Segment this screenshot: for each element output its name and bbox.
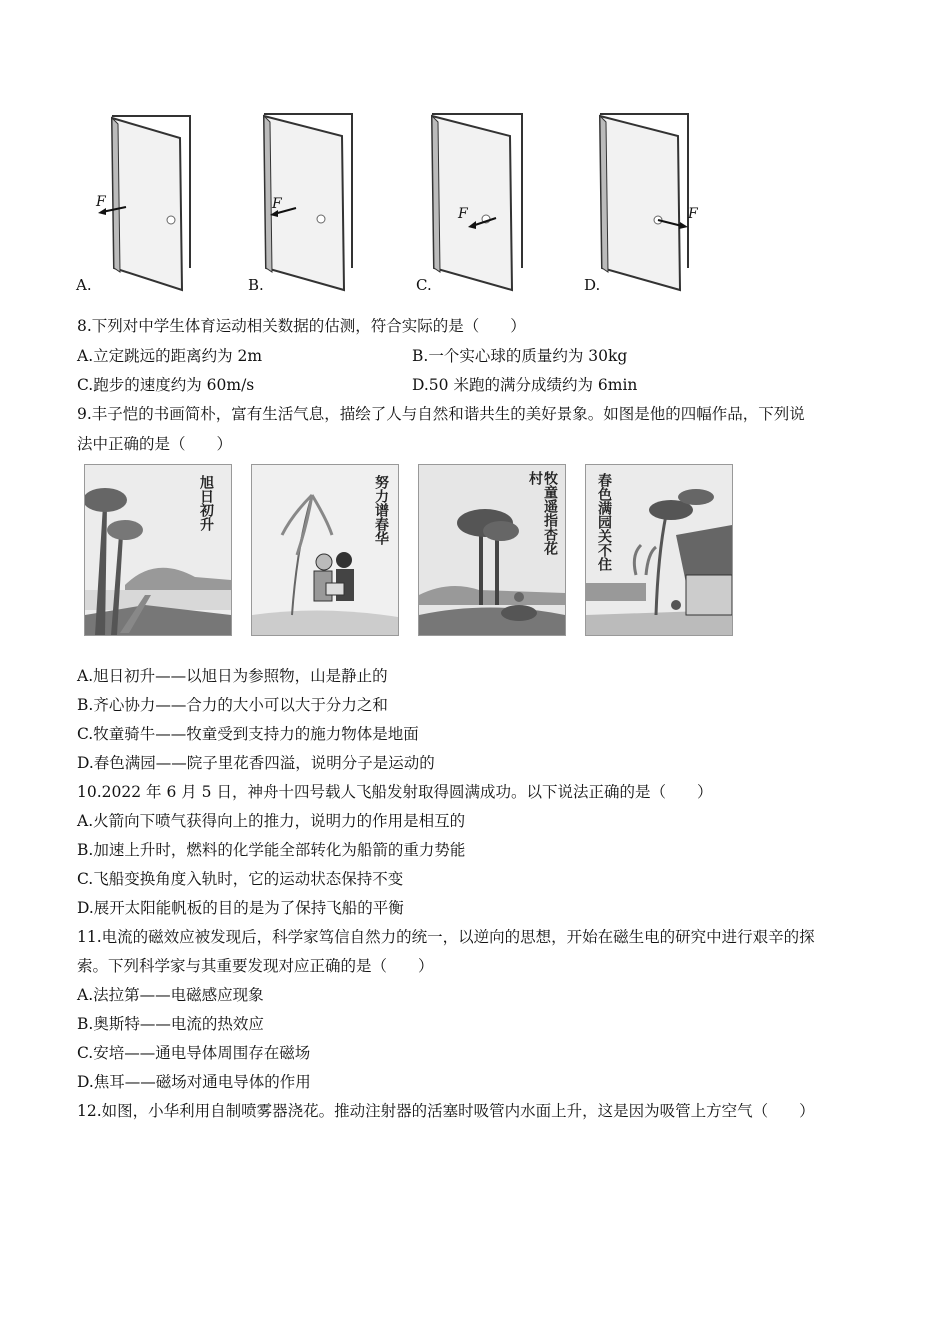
- door-figure-c: [410, 108, 540, 298]
- door-figure-a: [70, 108, 200, 298]
- q10-option-a: A.火箭向下喷气获得向上的推力，说明力的作用是相互的: [77, 812, 466, 830]
- painting-shepherd: [418, 464, 566, 636]
- q11-option-b: B.奥斯特——电流的热效应: [77, 1015, 264, 1033]
- q10-option-d: D.展开太阳能帆板的目的是为了保持飞船的平衡: [77, 899, 404, 917]
- q12-stem: 12.如图，小华利用自制喷雾器浇花。推动注射器的活塞时吸管内水面上升，这是因为吸管上方空气（ ）: [77, 1102, 815, 1120]
- q8-stem: 8.下列对中学生体育运动相关数据的估测，符合实际的是（ ）: [77, 317, 526, 335]
- painting-garden: [585, 464, 733, 636]
- door-c-drawing: [410, 108, 540, 298]
- painting-together-title: 努力谱春华: [373, 475, 389, 545]
- q10-option-b: B.加速上升时，燃料的化学能全部转化为船箭的重力势能: [77, 841, 466, 859]
- force-label-a: F: [96, 194, 106, 210]
- q10-option-c: C.飞船变换角度入轨时，它的运动状态保持不变: [77, 870, 404, 888]
- painting-shepherd-title: 牧童遥指杏花村: [527, 471, 558, 555]
- q9-stem-line1: 9.丰子恺的书画简朴，富有生活气息，描绘了人与自然和谐共生的美好景象。如图是他的四幅作品，下列说: [77, 405, 805, 423]
- force-label-d: F: [688, 206, 698, 222]
- option-label-a: A.: [76, 276, 92, 294]
- q8-option-d: D.50 米跑的满分成绩约为 6min: [412, 376, 638, 394]
- q8-option-b: B.一个实心球的质量约为 30kg: [412, 347, 628, 365]
- q11-option-d: D.焦耳——磁场对通电导体的作用: [77, 1073, 311, 1091]
- painting-sunrise: [84, 464, 232, 636]
- door-b-drawing: [242, 108, 372, 298]
- q11-stem-line2: 索。下列科学家与其重要发现对应正确的是（ ）: [77, 957, 434, 975]
- q11-option-a: A.法拉第——电磁感应现象: [77, 986, 264, 1004]
- option-label-b: B.: [248, 276, 264, 294]
- q9-option-a: A.旭日初升——以旭日为参照物，山是静止的: [77, 667, 388, 685]
- q9-paintings: [84, 464, 744, 636]
- door-a-drawing: [70, 108, 200, 298]
- painting-sunrise-title: 旭日初升: [198, 475, 214, 531]
- q9-option-d: D.春色满园——院子里花香四溢，说明分子是运动的: [77, 754, 435, 772]
- q7-door-figures: [70, 108, 730, 298]
- door-d-drawing: [578, 108, 708, 298]
- q8-option-c: C.跑步的速度约为 60m/s: [77, 376, 255, 394]
- q9-option-c: C.牧童骑牛——牧童受到支持力的施力物体是地面: [77, 725, 419, 743]
- door-figure-b: [242, 108, 372, 298]
- force-label-b: F: [272, 196, 282, 212]
- q9-option-b: B.齐心协力——合力的大小可以大于分力之和: [77, 696, 388, 714]
- q11-stem-line1: 11.电流的磁效应被发现后，科学家笃信自然力的统一，以逆向的思想，开始在磁生电的研究中进行艰辛的探: [77, 928, 815, 946]
- option-label-c: C.: [416, 276, 432, 294]
- painting-together: [251, 464, 399, 636]
- option-label-d: D.: [584, 276, 601, 294]
- force-label-c: F: [458, 206, 468, 222]
- door-figure-d: [578, 108, 708, 298]
- q11-option-c: C.安培——通电导体周围存在磁场: [77, 1044, 311, 1062]
- q9-stem-line2: 法中正确的是（ ）: [77, 435, 233, 453]
- q8-option-a: A.立定跳远的距离约为 2m: [77, 347, 263, 365]
- q10-stem: 10.2022 年 6 月 5 日，神舟十四号载人飞船发射取得圆满成功。以下说法正确的是（ ）: [77, 783, 713, 801]
- painting-garden-title: 春色满园关不住: [596, 473, 612, 571]
